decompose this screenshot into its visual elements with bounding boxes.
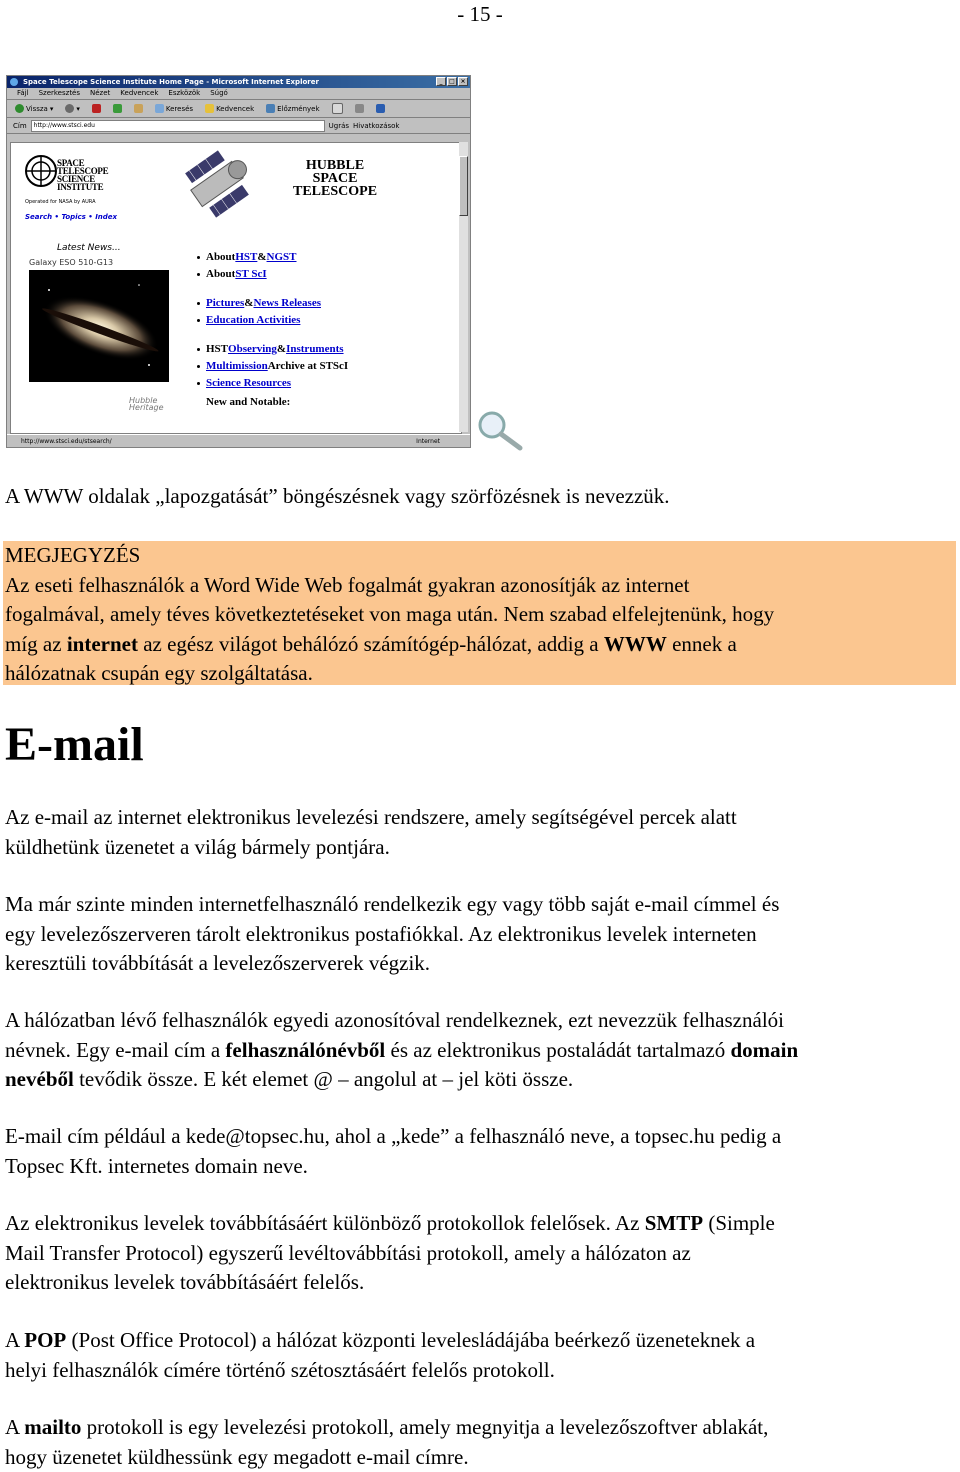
site-link-item[interactable] xyxy=(197,341,348,358)
browser-titlebar xyxy=(7,76,470,88)
bullet-icon xyxy=(197,348,200,351)
paragraph-4: E-mail cím például a kede@topsec.hu, ahol a „kede” a felhasználó neve, a topsec.hu pedig a Topsec Kft. internetes domain neve. xyxy=(5,1124,782,1178)
maximize-icon[interactable]: □ xyxy=(447,77,457,86)
note-box xyxy=(3,541,956,685)
history-icon xyxy=(266,104,275,113)
search-icon xyxy=(155,104,164,113)
site-link-text: Archive at STScI xyxy=(267,360,349,372)
site-link[interactable]: ST ScI xyxy=(235,268,267,280)
latest-news-label: Latest News... xyxy=(57,243,121,253)
magnifier-icon xyxy=(474,408,528,454)
menu-favorites[interactable]: Kedvencek xyxy=(120,89,159,97)
site-link-text: About xyxy=(206,251,236,263)
site-link-item[interactable] xyxy=(197,295,348,312)
status-zone: Internet xyxy=(416,438,440,445)
site-link-item[interactable] xyxy=(197,358,348,375)
ie-logo-icon xyxy=(10,78,18,86)
links-label[interactable]: Hivatkozások xyxy=(353,121,400,130)
favorites-button[interactable]: Kedvencek xyxy=(205,104,254,113)
figure-caption: A WWW oldalak „lapozgatását” böngészésnek vagy szörfözésnek is nevezzük. xyxy=(5,484,670,508)
site-link-item[interactable] xyxy=(197,266,348,283)
forward-arrow-icon xyxy=(65,104,74,113)
paragraph-7: A mailto protokoll is egy levelezési protokoll, amely megnyitja a levelezőszoftver ablakát, hogy üzenetet küldhessünk egy megadott e-mail címre. xyxy=(5,1415,769,1469)
browser-screenshot xyxy=(6,75,471,448)
site-links xyxy=(197,249,348,411)
site-link[interactable]: News Releases xyxy=(253,297,321,309)
paragraph-5: Az elektronikus levelek továbbításáért különböző protokollok felelősek. Az SMTP (Simple Mail Transfer Protocol) egyszerű levéltovábbítási protokoll, amely a hálózaton az elektronikus levelek továbbításáért felelős. xyxy=(5,1211,775,1294)
browser-statusbar xyxy=(7,434,470,447)
site-link-item[interactable] xyxy=(197,375,348,392)
bullet-icon xyxy=(197,382,200,385)
menu-help[interactable]: Súgó xyxy=(210,89,228,97)
bullet-icon xyxy=(197,365,200,368)
site-link-text: About xyxy=(206,268,236,280)
hubble-heritage-logo: Hubble Heritage xyxy=(129,396,164,412)
menu-view[interactable]: Nézet xyxy=(90,89,111,97)
hubble-title: HUBBLE SPACE TELESCOPE xyxy=(293,158,378,199)
bullet-icon xyxy=(197,319,200,322)
stop-icon[interactable] xyxy=(92,104,101,113)
forward-button[interactable]: ▾ xyxy=(65,104,80,113)
search-button[interactable]: Keresés xyxy=(155,104,193,113)
scroll-thumb[interactable] xyxy=(459,156,468,216)
site-link-text: & xyxy=(257,251,267,263)
hubble-telescope-icon xyxy=(167,149,267,219)
note-title: MEGJEGYZÉS xyxy=(5,543,141,567)
note-text: MEGJEGYZÉS Az eseti felhasználók a Word Wide Web fogalmát gyakran azonosítják az internet fogalmával, amely téves következtetéseket von maga után. Nem szabad elfelejtenünk, hogy míg az internet az egész világot behálózó számítógép-hálózat, addig a WWW ennek a hálózatnak csupán egy szolgáltatása. xyxy=(5,541,957,689)
page-number: - 15 - xyxy=(457,2,503,26)
site-link-text: & xyxy=(244,297,254,309)
site-link[interactable]: NGST xyxy=(266,251,297,263)
address-bar xyxy=(7,118,470,134)
status-url: http://www.stsci.edu/stsearch/ xyxy=(21,438,112,445)
print-icon[interactable] xyxy=(355,104,364,113)
web-page-viewport xyxy=(10,142,462,434)
stsci-logo-text: SPACE TELESCOPE SCIENCE INSTITUTE xyxy=(57,158,109,192)
refresh-icon[interactable] xyxy=(113,104,122,113)
browser-menubar xyxy=(7,88,470,100)
galaxy-caption: Galaxy ESO 510-G13 xyxy=(29,258,114,267)
bullet-icon xyxy=(197,302,200,305)
site-link-item[interactable] xyxy=(197,312,348,329)
back-button[interactable]: Vissza ▾ xyxy=(15,104,53,113)
paragraph-1: Az e-mail az internet elektronikus levelezési rendszere, amely segítségével percek alatt küldhetünk üzenetet a világ bármely pontjára. xyxy=(5,805,737,859)
go-button[interactable]: Ugrás xyxy=(328,121,350,130)
menu-file[interactable]: Fájl xyxy=(17,89,29,97)
site-link-item[interactable] xyxy=(197,249,348,266)
close-icon[interactable]: × xyxy=(458,77,468,86)
address-label: Cím xyxy=(13,121,27,130)
site-link[interactable]: Science Resources xyxy=(206,377,292,389)
star-icon xyxy=(205,104,214,113)
scrollbar[interactable] xyxy=(459,142,468,432)
site-link[interactable]: HST xyxy=(235,251,258,263)
bullet-icon xyxy=(197,273,200,276)
edit-icon[interactable] xyxy=(376,104,385,113)
site-topnav[interactable]: Search • Topics • Index xyxy=(25,213,118,221)
paragraph-2: Ma már szinte minden internetfelhasználó rendelkezik egy vagy több saját e-mail címmel és egy levelezőszerveren tárolt elektronikus postafiókkal. Az elektronikus levelek interneten keresztüli továbbítását a levelezőszerverek végzik. xyxy=(5,892,780,975)
menu-tools[interactable]: Eszközök xyxy=(168,89,201,97)
history-button[interactable]: Előzmények xyxy=(266,104,319,113)
paragraph-6: A POP (Post Office Protocol) a hálózat központi levelesládájába beérkező üzeneteknek a helyi felhasználók címére történő szétosztásáért felelős protokoll. xyxy=(5,1328,756,1382)
site-link-text: HST xyxy=(206,343,229,355)
site-link[interactable]: Multimission xyxy=(206,360,268,372)
new-and-notable-heading: New and Notable: xyxy=(206,396,291,408)
browser-toolbar xyxy=(7,100,470,118)
home-icon[interactable] xyxy=(134,104,143,113)
section-heading: E-mail xyxy=(5,718,144,771)
bullet-icon xyxy=(197,256,200,259)
back-arrow-icon xyxy=(15,104,24,113)
site-link-text: & xyxy=(276,343,287,355)
address-input[interactable]: http://www.stsci.edu xyxy=(31,120,325,132)
site-link[interactable]: Pictures xyxy=(206,297,245,309)
menu-edit[interactable]: Szerkesztés xyxy=(38,89,81,97)
site-link[interactable]: Education Activities xyxy=(206,314,301,326)
paragraph-3: A hálózatban lévő felhasználók egyedi azonosítóval rendelkeznek, ezt nevezzük felhasználói névnek. Egy e-mail cím a felhasználónévből és az elektronikus postaládát tartalmazó domain nevéből tevődik össze. E két elemet @ – angolul at – jel köti össze. xyxy=(5,1008,799,1091)
operated-by-text: Operated for NASA by AURA xyxy=(25,199,96,205)
galaxy-image[interactable] xyxy=(29,270,169,382)
site-link[interactable]: Instruments xyxy=(286,343,344,355)
mail-icon[interactable] xyxy=(332,103,343,114)
browser-title: Space Telescope Science Institute Home Page - Microsoft Internet Explorer xyxy=(23,78,319,86)
minimize-icon[interactable]: _ xyxy=(436,77,446,86)
site-link[interactable]: Observing xyxy=(228,343,277,355)
